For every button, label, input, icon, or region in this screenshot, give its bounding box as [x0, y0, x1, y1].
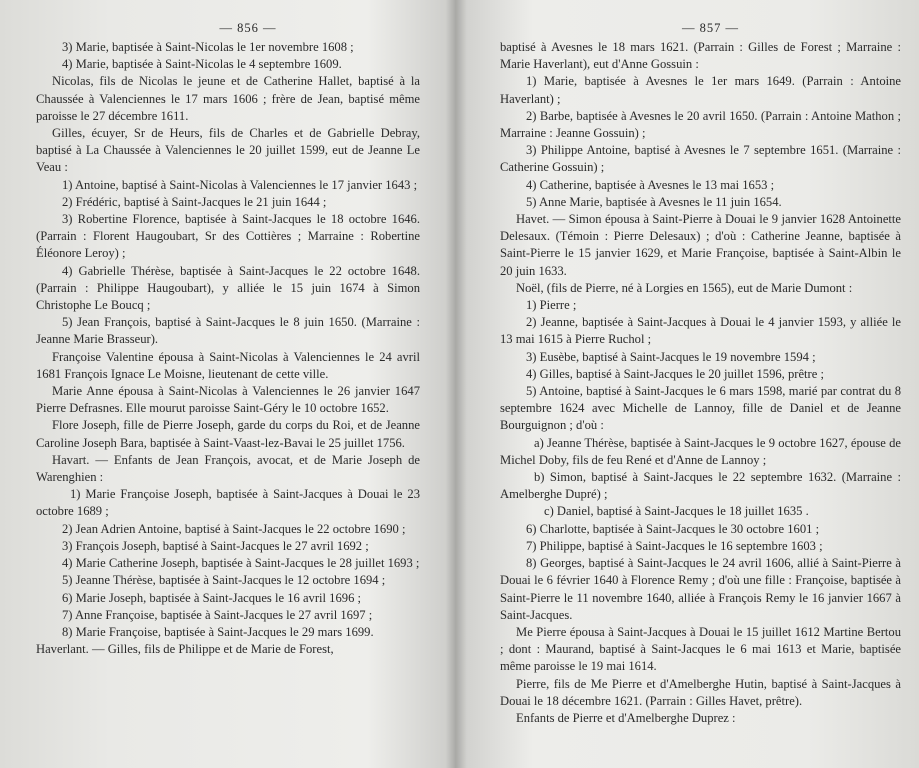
left-page — [0, 0, 448, 768]
text-line: 5) Anne Marie, baptisée à Avesnes le 11 juin 1654. — [526, 194, 782, 209]
text-line: 2) Jean Adrien Antoine, baptisé à Saint-Jacques le 22 octobre 1690 ; — [62, 521, 406, 536]
text-line: c) Daniel, baptisé à Saint-Jacques le 18 juillet 1635 . — [544, 504, 809, 519]
text-line: 1) Marie, baptisée à Avesnes le 1er mars 1649. (Parrain : Antoine Haverlant) ; — [500, 74, 901, 106]
text-line: 4) Catherine, baptisée à Avesnes le 13 mai 1653 ; — [526, 177, 775, 192]
text-line: 4) Marie, baptisée à Saint-Nicolas le 4 septembre 1609. — [62, 57, 342, 72]
text-line: 4) Gilles, baptisé à Saint-Jacques le 20 juillet 1596, prêtre ; — [526, 366, 824, 381]
text-line: 2) Frédéric, baptisé à Saint-Jacques le 21 juin 1644 ; — [62, 194, 327, 209]
text-line: 1) Pierre ; — [526, 298, 577, 313]
text-line: a) Jeanne Thérèse, baptisée à Saint-Jacques le 9 octobre 1627, épouse de Michel Doby, fils de feu René et d'Anne de Lannoy ; — [500, 435, 901, 467]
right-page — [470, 0, 919, 768]
text-line: 3) François Joseph, baptisé à Saint-Jacques le 27 avril 1692 ; — [62, 538, 369, 553]
text-line: 8) Marie Françoise, baptisée à Saint-Jacques le 29 mars 1699. — [62, 624, 374, 639]
text-line: 6) Marie Joseph, baptisée à Saint-Jacques le 16 avril 1696 ; — [62, 590, 362, 605]
text-line: 8) Georges, baptisé à Saint-Jacques le 24 avril 1606, allié à Saint-Pierre à Douai le 6 février 1640 à Florence Remy ; d'où une fille : Françoise, baptisée à Saint-Pierre le 11 novembre 1640, alliée à François Remy le 16 janvier 1667 à Saint-Jacques. — [500, 556, 901, 622]
text-line: 7) Philippe, baptisé à Saint-Jacques le 16 septembre 1603 ; — [526, 538, 823, 553]
page-number-right: — 857 — — [682, 21, 739, 35]
text-line: Me Pierre épousa à Saint-Jacques à Douai le 15 juillet 1612 Martine Bertou ; dont : Maurand, baptisé à Saint-Jacques le 6 mai 1613 et Marie, baptisée même paroisse le 19 mai 1614. — [500, 624, 901, 674]
text-line: Marie Anne épousa à Saint-Nicolas à Valenciennes le 26 janvier 1647 Pierre Defrasnes. Elle mourut paroisse Saint-Géry le 10 octobre 1652. — [36, 384, 420, 416]
text-line: 2) Barbe, baptisée à Avesnes le 20 avril 1650. (Parrain : Antoine Mathon ; Marraine : Jeanne Gossuin) ; — [500, 108, 901, 141]
left-page-text — [36, 39, 420, 658]
text-line: Pierre, fils de Me Pierre et d'Amelberghe Hutin, baptisé à Saint-Jacques à Douai le 18 décembre 1621. (Parrain : Gilles Havet, prêtre). — [500, 676, 901, 708]
text-line: Enfants de Pierre et d'Amelberghe Duprez : — [516, 710, 736, 725]
text-line: Nicolas, fils de Nicolas le jeune et de Catherine Hallet, baptisé à la Chaussée à Valenciennes le 17 mars 1606 ; frère de Jean, baptisé même paroisse le 27 décembre 1611. — [36, 74, 420, 123]
text-line: 4) Marie Catherine Joseph, baptisée à Saint-Jacques le 28 juillet 1693 ; — [62, 556, 420, 571]
text-line: Flore Joseph, fille de Pierre Joseph, garde du corps du Roi, et de Jeanne Caroline Joseph Bara, baptisée à Saint-Vaast-lez-Bavai le 25 juillet 1756. — [36, 418, 420, 450]
text-line: 5) Jeanne Thérèse, baptisée à Saint-Jacques le 12 octobre 1694 ; — [62, 573, 386, 588]
page-number-left: — 856 — — [219, 21, 277, 35]
text-line: Havart. — Enfants de Jean François, avocat, et de Marie Joseph de Warenghien : — [36, 452, 420, 485]
text-line: 6) Charlotte, baptisée à Saint-Jacques le 30 octobre 1601 ; — [526, 521, 820, 536]
text-line: 3) Eusèbe, baptisé à Saint-Jacques le 19 novembre 1594 ; — [526, 349, 816, 364]
text-line: Gilles, écuyer, Sr de Heurs, fils de Charles et de Gabrielle Debray, baptisé à La Chaussée à Valenciennes le 20 juillet 1599, eut de Jeanne Le Veau : — [36, 126, 420, 175]
text-line: 3) Robertine Florence, baptisée à Saint-Jacques le 18 octobre 1646. (Parrain : Florent Haugoubart, Sr des Cottières ; Marraine : Robertine Éléonore Leroy) ; — [36, 212, 420, 261]
text-line: Havet. — Simon épousa à Saint-Pierre à Douai le 9 janvier 1628 Antoinette Delesaux. (Témoin : Pierre Delesaux) ; d'où : Catherine Jeanne, baptisée à Saint-Pierre le 15 janvier 1629, et Marie Françoise, baptisée à Saint-Albin le 20 juin 1633. — [500, 212, 901, 278]
right-page-text — [500, 39, 901, 727]
text-line: 4) Gabrielle Thérèse, baptisée à Saint-Jacques le 22 octobre 1648. (Parrain : Philippe Haugoubart), y alliée le 15 juin 1674 à Simon Christophe Le Boucq ; — [36, 263, 420, 313]
text-line: 7) Anne Françoise, baptisée à Saint-Jacques le 27 avril 1697 ; — [62, 607, 373, 622]
text-line: 5) Jean François, baptisé à Saint-Jacques le 8 juin 1650. (Marraine : Jeanne Marie Brasseur). — [36, 315, 420, 347]
text-line: 2) Jeanne, baptisée à Saint-Jacques à Douai le 4 janvier 1593, y alliée le 13 mai 1615 à Pierre Ruchol ; — [500, 315, 901, 347]
text-line: 3) Marie, baptisée à Saint-Nicolas le 1er novembre 1608 ; — [62, 40, 354, 54]
text-line: 1) Antoine, baptisé à Saint-Nicolas à Valenciennes le 17 janvier 1643 ; — [62, 177, 418, 192]
text-line: Haverlant. — Gilles, fils de Philippe et de Marie de Forest, — [36, 642, 334, 657]
text-line: b) Simon, baptisé à Saint-Jacques le 22 septembre 1632. (Marraine : Amelberghe Dupré) ; — [500, 470, 901, 502]
text-line: 1) Marie Françoise Joseph, baptisée à Saint-Jacques à Douai le 23 octobre 1689 ; — [36, 487, 420, 519]
text-line: 3) Philippe Antoine, baptisé à Avesnes le 7 septembre 1651. (Marraine : Catherine Gossuin) ; — [500, 143, 901, 175]
text-line: Noël, (fils de Pierre, né à Lorgies en 1565), eut de Marie Dumont : — [516, 280, 853, 295]
text-line: baptisé à Avesnes le 18 mars 1621. (Parrain : Gilles de Forest ; Marraine : Marie Haverlant), eut d'Anne Gossuin : — [500, 40, 901, 72]
text-line: Françoise Valentine épousa à Saint-Nicolas à Valenciennes le 24 avril 1681 François Ignace Le Moisne, lieutenant de cette ville. — [36, 349, 420, 381]
text-line: 5) Antoine, baptisé à Saint-Jacques le 6 mars 1598, marié par contrat du 8 septembre 1624 avec Michelle de Lannoy, fille de Daniel et de Jeanne Bourguignon ; d'où : — [500, 384, 901, 433]
